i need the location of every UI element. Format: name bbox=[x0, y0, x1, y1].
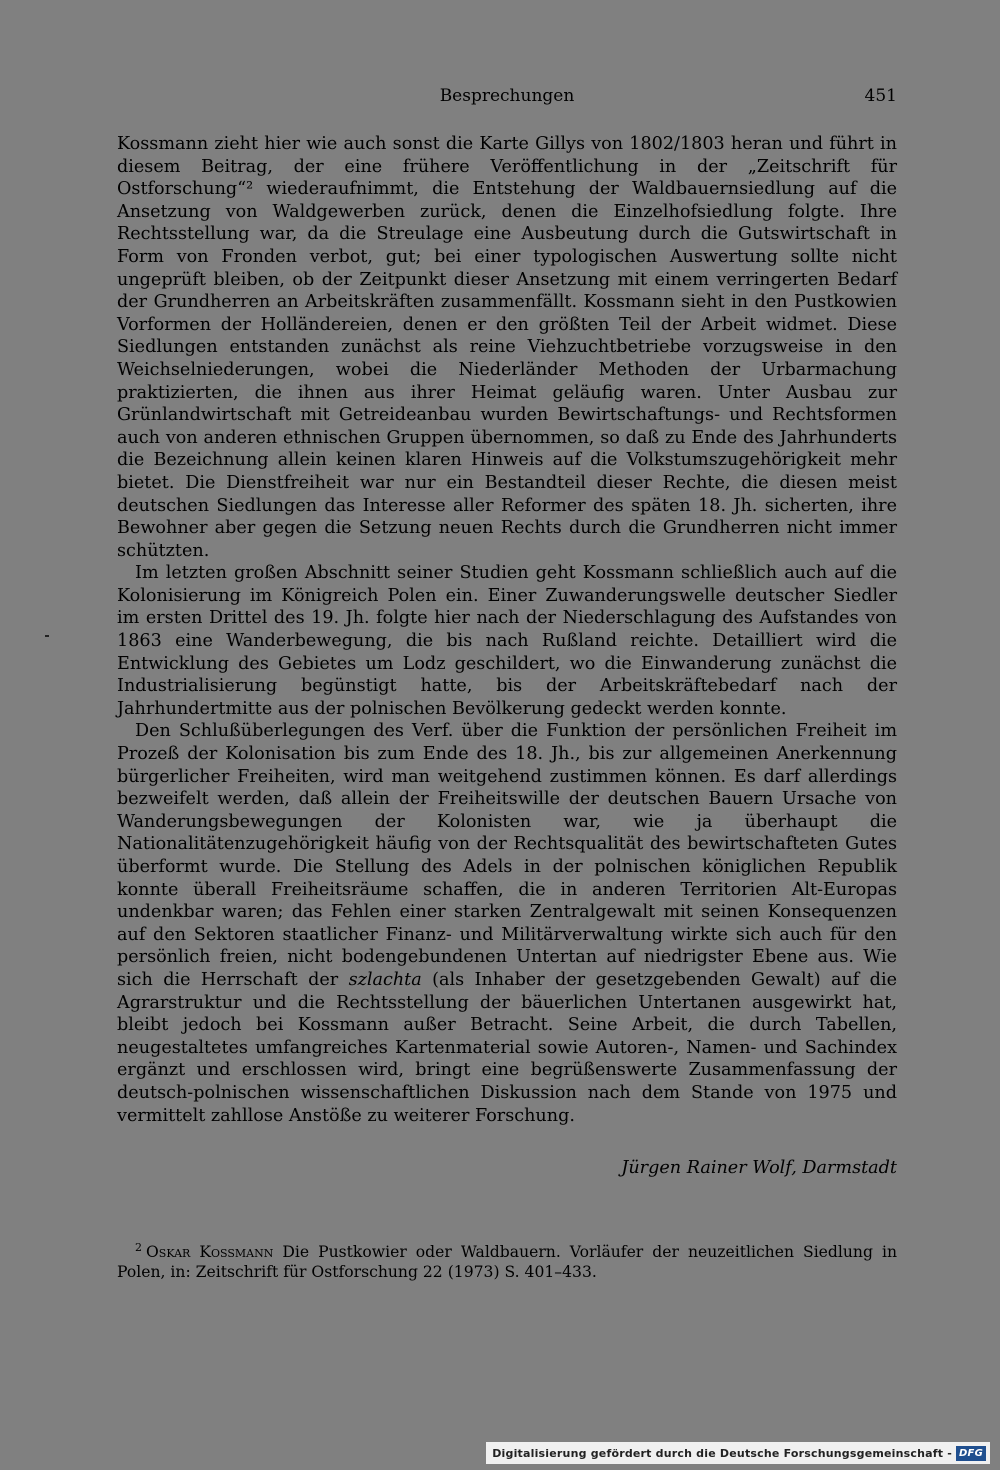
digitization-footer bbox=[486, 1442, 990, 1464]
page-number: 451 bbox=[864, 86, 897, 106]
footnote-text: Die Pustkowier oder Waldbauern. Vorläufer der neuzeitlichen Siedlung in Polen, in: Zeitschrift für Ostforschung 22 (1973) S. 401–433. bbox=[117, 1243, 897, 1282]
paragraph: Im letzten großen Abschnitt seiner Studien geht Kossmann schließlich auch auf die Kolonisierung im Königreich Polen ein. Einer Zuwanderungswelle deutscher Siedler im ersten Drittel des 19. Jh. folgte hier nach der Niederschlagung des Aufstandes von 1863 eine Wanderbewegung, die bis nach Rußland reichte. Detailliert wird die Entwicklung des Gebietes um Lodz geschildert, wo die Einwanderung zunächst die Industrialisierung begünstigt hatte, bis der Arbeitskräftebedarf nach der Jahrhundertmitte aus der polnischen Bevölkerung gedeckt werden konnte. bbox=[117, 563, 897, 719]
footnote-marker: 2 bbox=[135, 1241, 142, 1254]
footnote-author: Oskar Kossmann bbox=[146, 1243, 274, 1262]
review-body bbox=[117, 133, 897, 1127]
reviewer-signature: Jürgen Rainer Wolf, Darmstadt bbox=[621, 1158, 897, 1178]
running-head-title: Besprechungen bbox=[439, 86, 575, 106]
emphasized-term: szlachta bbox=[348, 969, 422, 990]
running-head bbox=[117, 86, 897, 112]
footer-text: Digitalisierung gefördert durch die Deutsche Forschungsgemeinschaft - bbox=[492, 1446, 953, 1460]
dfg-logo-icon: DFG bbox=[956, 1446, 986, 1461]
margin-mark bbox=[45, 635, 49, 637]
paragraph: Kossmann zieht hier wie auch sonst die Karte Gillys von 1802/1803 heran und führt in diesem Beitrag, der eine frühere Veröffentlichung in der „Zeitschrift für Ostforschung“² wiederaufnimmt, die Entstehung der Waldbauernsiedlung auf die Ansetzung von Waldgewerben zurück, denen die Einzelhofsiedlung folgte. Ihre Rechtsstellung war, da die Streulage eine Ausbeutung durch die Gutswirtschaft in Form von Fronden verbot, gut; bei einer typologischen Auswertung sollte nicht ungeprüft bleiben, ob der Zeitpunkt dieser Ansetzung mit einem verringerten Bedarf der Grundherren an Arbeitskräften zusammenfällt. Kossmann sieht in den Pustkowien Vorformen der Holländereien, denen er den größten Teil der Arbeit widmet. Diese Siedlungen entstanden zunächst als reine Viehzuchtbetriebe vorzugsweise in den Weichselniederungen, wobei die Niederländer Methoden der Urbarmachung praktizierten, die ihnen aus ihrer Heimat geläufig waren. Unter Ausbau zur Grünlandwirtschaft mit Getreideanbau wurden Bewirtschaftungs- und Rechtsformen auch von anderen ethnischen Gruppen übernommen, so daß zu Ende des Jahrhunderts die Bezeichnung allein keinen klaren Hinweis auf die Volkstumszugehörigkeit mehr bietet. Die Dienstfreiheit war nur ein Bestandteil dieser Rechte, die diesen meist deutschen Siedlungen das Interesse aller Reformer des späten 18. Jh. sicherten, ihre Bewohner aber gegen die Setzung neuen Rechts durch die Grundherren nicht immer schützten. bbox=[117, 134, 897, 561]
paragraph: Den Schlußüberlegungen des Verf. über die Funktion der persönlichen Freiheit im Prozeß der Kolonisation bis zum Ende des 18. Jh., bis zur allgemeinen Anerkennung bürgerlicher Freiheiten, wird man weitgehend zustimmen können. Es darf allerdings bezweifelt werden, daß allein der Freiheitswille der deutschen Bauern Ursache von Wanderungsbewegungen der Kolonisten war, wie ja überhaupt die Nationalitätenzugehörigkeit häufig von der Rechtsqualität des bewirtschafteten Gutes überformt wurde. Die Stellung des Adels in der polnischen königlichen Republik konnte überall Freiheitsräume schaffen, die in anderen Territorien Alt-Europas undenkbar waren; das Fehlen einer starken Zentralgewalt mit seinen Konsequenzen auf den Sektoren staatlicher Finanz- und Militärverwaltung wirkte sich auch für den persönlich freien, nicht bodengebundenen Untertan auf niedrigster Ebene aus. Wie sich die Herrschaft der szlachta (als Inhaber der gesetzgebenden Gewalt) auf die Agrarstruktur und die Rechtsstellung der bäuerlichen Untertanen ausgewirkt hat, bleibt jedoch bei Kossmann außer Betracht. Seine Arbeit, die durch Tabellen, neugestaltetes umfangreiches Kartenmaterial sowie Autoren-, Namen- und Sachindex ergänzt und erschlossen wird, bringt eine begrüßenswerte Zusammenfassung der deutsch-polnischen wissenschaftlichen Diskussion nach dem Stande von 1975 und vermittelt zahllose Anstöße zu weiterer Forschung. bbox=[117, 721, 897, 1126]
footnote bbox=[117, 1238, 897, 1282]
